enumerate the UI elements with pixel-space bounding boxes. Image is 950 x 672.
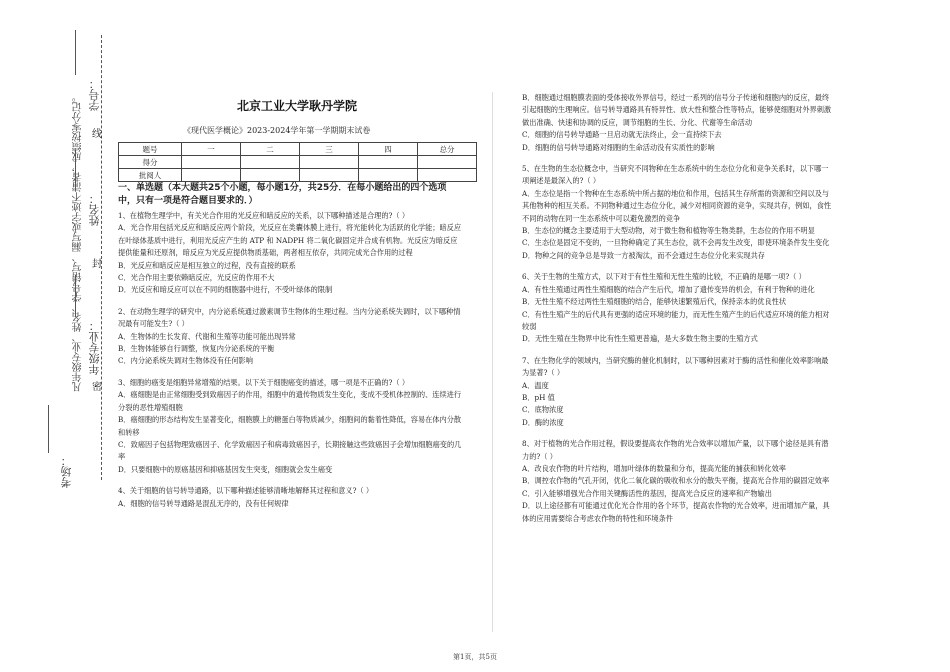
section-heading: 一、单选题（本大题共25个小题，每小题1分，共25分．在每小题给出的四个选项中，只有一项是符合题目要求的．） <box>118 183 447 206</box>
answer-option[interactable]: B．调控农作物的气孔开闭，优化二氧化碳的吸收和水分的散失平衡，提高光合作用的碳固定效率 <box>522 476 830 486</box>
score-header-cell: 三 <box>300 143 359 156</box>
answer-option[interactable]: D．细胞的信号转导通路对细胞的生命活动没有实质性的影响 <box>522 142 715 152</box>
question-stem: 7、在生物化学的领域内，当研究酶的催化机制时，以下哪种因素对于酶的活性和催化效率影响最为显著?（ ） <box>522 355 829 378</box>
seal-char-mi: 密 <box>92 382 102 393</box>
question-stem: 1、在植物生理学中，有关光合作用的光反应和暗反应的关系，以下哪种描述是合理的?（ ） <box>118 211 410 220</box>
answer-option[interactable]: D．光反应和暗反应可以在不同的细胞器中进行，不受叶绿体的限制 <box>118 285 333 295</box>
answer-option[interactable]: C．有性生殖产生的后代具有更强的适应环境的能力，而无性生殖产生的后代适应环境的能力相对较弱 <box>522 309 830 331</box>
score-header-cell: 二 <box>241 143 300 156</box>
binding-warning: 凡年级专业、姓名、学号错写、漏写或字迹不清者，成绩按零分记。 <box>73 92 84 392</box>
grader-cell[interactable] <box>182 169 241 182</box>
right-question-column <box>522 92 832 525</box>
score-row <box>119 156 477 169</box>
answer-option[interactable]: A．改良农作物的叶片结构，增加叶绿体的数量和分布，提高光能的捕获和转化效率 <box>522 463 786 473</box>
answer-option[interactable]: A．温度 <box>522 380 549 390</box>
answer-option[interactable]: A．有性生殖通过两性生殖细胞的结合产生后代，增加了遗传变异的机会，有利于物种的进化 <box>522 284 815 294</box>
answer-option[interactable]: C．引入能够增强光合作用关键酶活性的基因，提高光合反应的速率和产物输出 <box>522 488 772 498</box>
question-stem: 5、在生物的生态位概念中，当研究不同物种在生态系统中的生态位分化和竞争关系时，以下哪一项阐述是最深入的?（ ） <box>522 164 829 186</box>
answer-option[interactable]: A．癌细胞是由正常细胞受到致癌因子的作用，细胞中的遗传物质发生变化，变成不受机体控制的、连续进行分裂的恶性增殖细胞 <box>118 390 462 412</box>
answer-option[interactable]: D．无性生殖在生物界中比有性生殖更普遍，是大多数生物主要的生殖方式 <box>522 334 758 344</box>
question-stem: 8、对于植物的光合作用过程，假设要提高农作物的光合效率以增加产量，以下哪个途径是具有潜力的?（ ） <box>522 439 829 461</box>
score-cell[interactable] <box>241 156 300 169</box>
score-header-cell: 四 <box>359 143 418 156</box>
answer-option[interactable]: A．生物体的生长发育、代谢和生殖等功能可能出现异常 <box>118 331 296 341</box>
column-divider <box>492 92 493 632</box>
left-question-column <box>118 210 464 510</box>
grader-cell[interactable] <box>241 169 300 182</box>
exam-room-label: 考场： <box>60 455 73 488</box>
score-cell[interactable] <box>182 156 241 169</box>
question-stem: 6、关于生物的生殖方式，以下对于有性生殖和无性生殖的比较，不正确的是哪一项?（ ） <box>522 272 806 282</box>
score-header-cell: 一 <box>182 143 241 156</box>
grader-row-label: 批阅人 <box>119 169 182 182</box>
question-stem: 2、在动物生理学的研究中，内分泌系统通过激素调节生物体的生理过程。当内分泌系统失调时，以下哪种情况最有可能发生?（ ） <box>118 306 461 329</box>
score-header-cell: 总分 <box>418 143 477 156</box>
exam-subtitle: 《现代医学概论》2023-2024学年第一学期期末试卷 <box>183 126 371 135</box>
answer-option[interactable]: A．生态位是指一个物种在生态系统中所占据的地位和作用，包括其生存所需的资源和空间以及与其他物种的相互关系。不同物种通过生态位分化，减少对相同资源的竞争，实现共存，例如，食性不同的动物在同一生态系统中可以避免激烈的竞争 <box>522 188 832 223</box>
student-no-blank[interactable] <box>75 30 76 75</box>
exam-room-blank[interactable] <box>48 405 49 453</box>
major-label: 年级专业： <box>88 320 101 375</box>
score-cell[interactable] <box>418 156 477 169</box>
answer-option[interactable]: B．细胞通过细胞膜表面的受体接收外界信号，经过一系列的信号分子传递和细胞内的反应，最终引起细胞的生理响应。信号转导通路具有特异性、放大性和整合性等特点，能够使细胞对外界刺激做出准确、快速和协调的反应，调节细胞的生长、分化、代谢等生命活动 <box>522 93 832 127</box>
grader-row <box>119 169 477 182</box>
name-label: 姓名： <box>88 193 101 226</box>
name-blank[interactable] <box>75 150 76 190</box>
answer-option[interactable]: C．致癌因子包括物理致癌因子、化学致癌因子和病毒致癌因子，长期接触这些致癌因子会增加细胞癌变的几率 <box>118 439 462 462</box>
student-no-label: 学号： <box>88 78 101 111</box>
answer-option[interactable]: C．内分泌系统失调对生物体没有任何影响 <box>118 356 253 366</box>
score-row-label: 得分 <box>119 156 182 169</box>
major-blank[interactable] <box>75 275 76 317</box>
seal-char-xian: 线 <box>92 129 102 140</box>
answer-option[interactable]: C．光合作用主要依赖暗反应，光反应的作用不大 <box>118 273 275 283</box>
score-table-header-row <box>119 143 477 156</box>
answer-option[interactable]: C．底物浓度 <box>522 405 564 415</box>
answer-option[interactable]: C．细胞的信号转导通路一旦启动就无法终止，会一直持续下去 <box>522 130 722 140</box>
answer-option[interactable]: B．光反应和暗反应是相互独立的过程，没有直接的联系 <box>118 260 296 270</box>
answer-option[interactable]: A．光合作用包括光反应和暗反应两个阶段，光反应在类囊体膜上进行，将光能转化为活跃的化学能；暗反应在叶绿体基质中进行，利用光反应产生的 ATP 和 NADPH 将二氧化碳固定并合成有机物。光反应为暗反应提供能量和还原剂，暗反应为光反应提供物质基础，两者相互依存，共同完成光合作用的过程 <box>118 223 462 258</box>
grader-cell[interactable] <box>418 169 477 182</box>
question-stem: 3、细胞的癌变是细胞异常增殖的结果。以下关于细胞癌变的描述，哪一项是不正确的?（ ） <box>118 377 410 387</box>
answer-option[interactable]: B．生态位的概念主要适用于大型动物，对于微生物和植物等生物类群，生态位的作用不明显 <box>522 226 815 236</box>
answer-option[interactable]: A．细胞的信号转导通路是混乱无序的，没有任何规律 <box>118 498 289 508</box>
answer-option[interactable]: D．只要细胞中的原癌基因和抑癌基因发生突变，细胞就会发生癌变 <box>118 464 333 474</box>
score-header-cell: 题号 <box>119 143 182 156</box>
answer-option[interactable]: D．酶的浓度 <box>522 417 564 427</box>
answer-option[interactable]: B．pH 值 <box>522 392 555 402</box>
page-footer: 第1页，共5页 <box>453 653 497 661</box>
answer-option[interactable]: D．物种之间的竞争总是导致一方被淘汰，而不会通过生态位分化来实现共存 <box>522 250 765 260</box>
answer-option[interactable]: B．无性生殖不经过两性生殖细胞的结合，能够快速繁殖后代，保持亲本的优良性状 <box>522 297 787 307</box>
grader-cell[interactable] <box>359 169 418 182</box>
answer-option[interactable]: B．生物体能够自行调整，恢复内分泌系统的平衡 <box>118 344 275 354</box>
score-cell[interactable] <box>300 156 359 169</box>
score-table <box>118 142 477 182</box>
school-title: 北京工业大学耿丹学院 <box>237 99 358 113</box>
answer-option[interactable]: B．癌细胞的形态结构发生显著变化，细胞膜上的糖蛋白等物质减少，细胞间的黏着性降低，容易在体内分散和转移 <box>118 415 462 437</box>
answer-option[interactable]: C．生态位是固定不变的，一旦物种确定了其生态位，就不会再发生改变，即使环境条件发生变化 <box>522 238 830 248</box>
seal-char-feng: 封 <box>92 259 102 270</box>
score-cell[interactable] <box>359 156 418 169</box>
grader-cell[interactable] <box>300 169 359 182</box>
answer-option[interactable]: D．以上途径都有可能通过优化光合作用的各个环节，提高农作物的光合效率，进而增加产量，具体的应用需要综合考虑农作物的特性和环境条件 <box>522 501 830 523</box>
question-stem: 4、关于细胞的信号转导通路，以下哪种描述能够清晰地解释其过程和意义?（ ） <box>118 486 374 496</box>
